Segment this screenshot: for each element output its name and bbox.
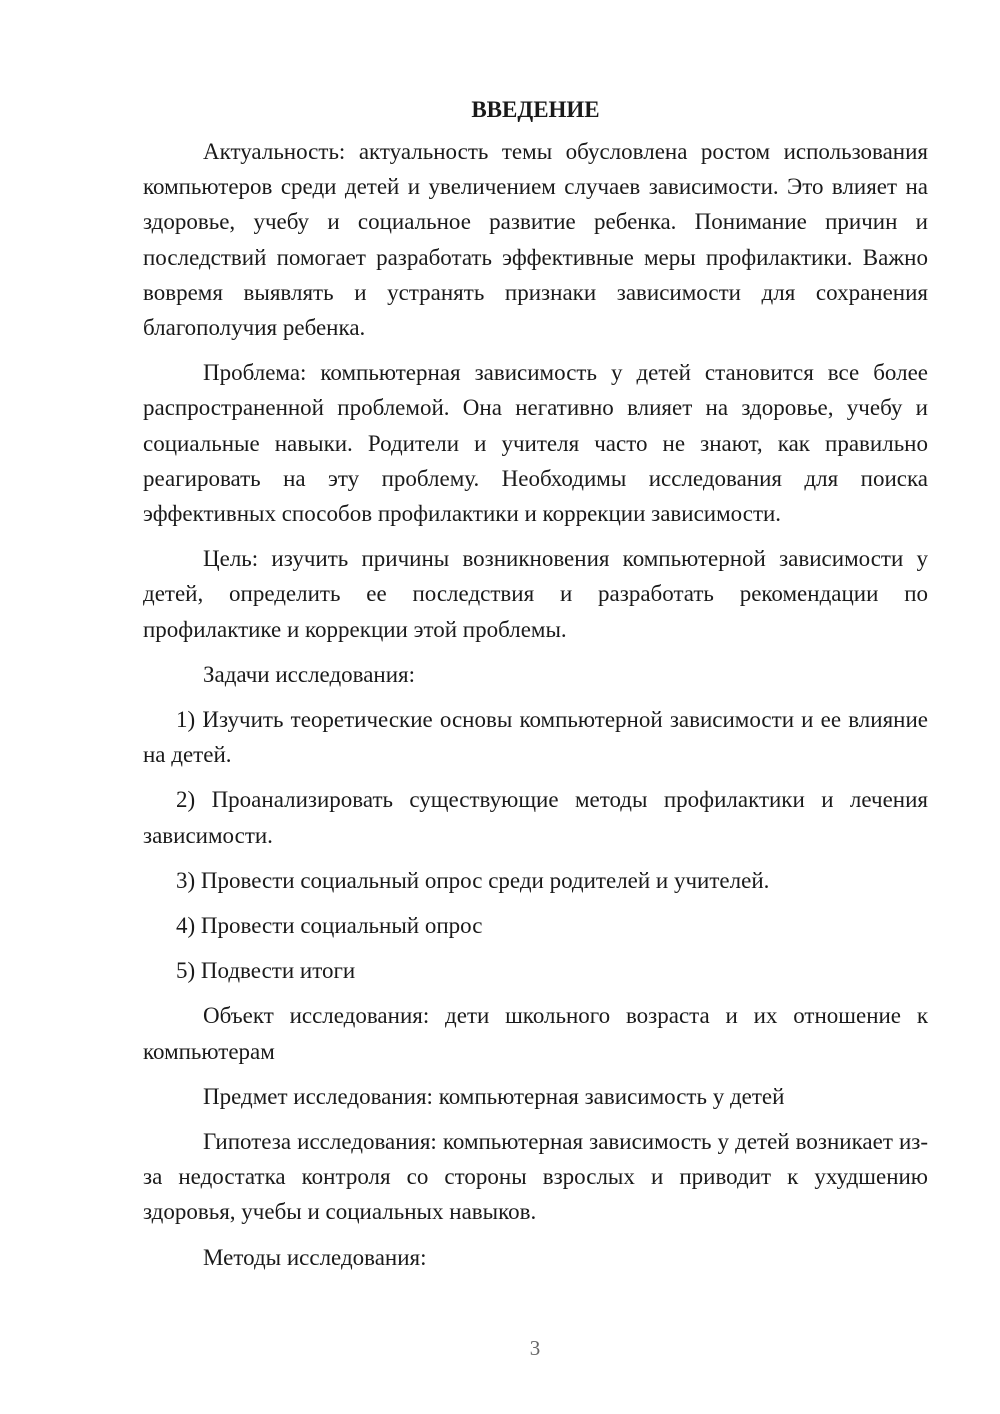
task-item-1: 1) Изучить теоретические основы компьютерной зависимости и ее влияние на детей. (143, 707, 928, 768)
task-item-2: 2) Проанализировать существующие методы профилактики и лечения зависимости. (143, 787, 928, 848)
relevance-paragraph: Актуальность: актуальность темы обусловлена ростом использования компьютеров среди детей и увеличением случаев зависимости. Это влияет на здоровье, учебу и социальное развитие ребенка. Понимание причин и последствий помогает разработать эффективные меры профилактики. Важно вовремя выявлять и устранять признаки зависимости для сохранения благополучия ребенка. (143, 139, 928, 341)
page-content (143, 92, 928, 1285)
task-item-5: 5) Подвести итоги (176, 958, 356, 984)
hypothesis-paragraph: Гипотеза исследования: компьютерная зависимость у детей возникает из-за недостатка контроля со стороны взрослых и приводит к ухудшению здоровья, учебы и социальных навыков. (143, 1129, 928, 1225)
problem-paragraph: Проблема: компьютерная зависимость у детей становится все более распространенной проблемой. Она негативно влияет на здоровье, учебу и социальные навыки. Родители и учителя часто не знают, как правильно реагировать на эту проблему. Необходимы исследования для поиска эффективных способов профилактики и коррекции зависимости. (143, 360, 928, 527)
section-heading: ВВЕДЕНИЕ (471, 97, 600, 122)
methods-heading: Методы исследования: (203, 1244, 427, 1270)
task-item-3: 3) Провести социальный опрос среди родителей и учителей. (176, 867, 770, 893)
page-number: 3 (529, 1336, 541, 1360)
tasks-heading: Задачи исследования: (203, 661, 416, 687)
task-item-4: 4) Провести социальный опрос (176, 913, 483, 939)
subject-paragraph: Предмет исследования: компьютерная зависимость у детей (203, 1083, 785, 1109)
object-paragraph: Объект исследования: дети школьного возраста и их отношение к компьютерам (143, 1003, 928, 1064)
goal-paragraph: Цель: изучить причины возникновения компьютерной зависимости у детей, определить ее последствия и разработать рекомендации по профилактике и коррекции этой проблемы. (143, 546, 928, 642)
